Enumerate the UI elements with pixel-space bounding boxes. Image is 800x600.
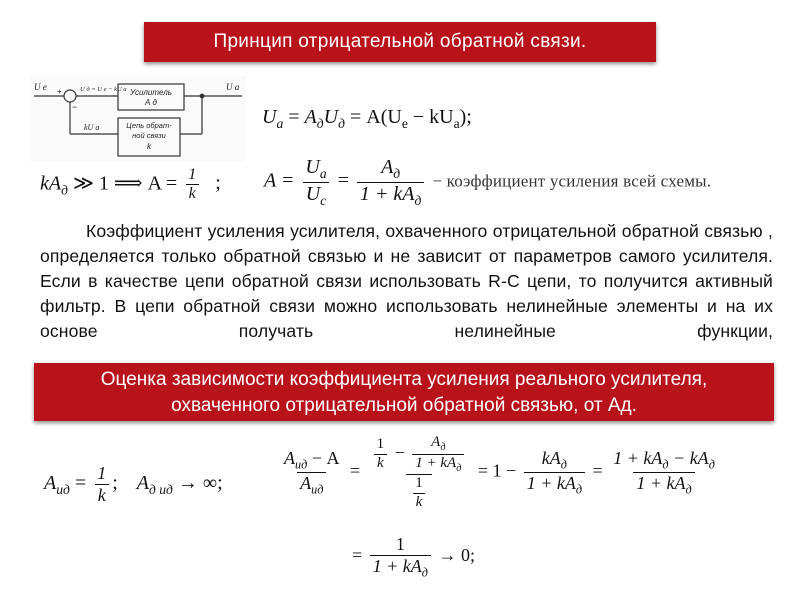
formula-note: − коэффициент усиления всей схемы. (432, 171, 712, 191)
formula-ua: $U_a = A_дU_д = A(U_e - kU_a)$; (262, 106, 472, 131)
amp-label-2: А д (145, 98, 157, 107)
output-label: U a (226, 82, 240, 92)
fb-signal-label: kU a (84, 123, 100, 132)
formula-ideal-gain: $A_{ид}$ = $\frac{1}{k}$ ; $A_{д ид}$ → ∞; (44, 463, 223, 505)
fb-label-1: Цепь обрат- (126, 121, 172, 130)
feedback-block-diagram (30, 76, 246, 162)
formula-relative-error: $\frac{A_{ид} - A}{A_{ид}}$ = $\frac{1}{k}$ − $\frac{A_д}{1 + kA_д}$ $\frac{1}{k}$ = 1 − $\frac{kA_д}{1 + kA_д}$ = $\frac{1 + kA_д - kA_д}{1 + kA_д}$ (284, 434, 715, 510)
sum-plus: + (57, 87, 62, 96)
subtitle-line-1: Оценка зависимости коэффициента усиления реального усилителя, (100, 369, 708, 390)
fb-label-3: k (147, 142, 151, 151)
subtitle-line-2: охваченного отрицательной обратной связью, от Ад. (171, 395, 637, 416)
explanation-paragraph (40, 219, 773, 359)
sum-minus: − (72, 102, 78, 112)
input-label: U e (34, 82, 47, 92)
formula-total-gain: A = $\frac{U_a}{U_c}$ = $\frac{A_д}{1 + kA_д}$ − коэффициент усиления всей схемы. (264, 156, 712, 208)
formula-limit: = $\frac{1}{1 + kA_д}$ → 0; (352, 534, 476, 580)
page-title: Принцип отрицательной обратной связи. (213, 31, 587, 52)
fb-label-2: ной связи (132, 131, 166, 140)
title-banner (144, 22, 656, 62)
diff-label: U д = U e − kU a (80, 86, 127, 93)
subtitle-banner (34, 363, 774, 421)
formula-approx-gain: $kA_д$ ≫ 1 ⟹ A = $\frac{1}{k}$ ; (40, 166, 221, 203)
paragraph-text: Коэффициент усиления усилителя, охваченного отрицательной обратной связью , определяется только обратной связью и не зависит от параметров самого усилителя. Если в качестве цепи обратной связи использовать R-C цепи, то получится активный фильтр. В цепи обратной связи можно использовать нелинейные элементы и на их основе получать нелинейные функции, (40, 221, 773, 341)
amp-label-1: Усилитель (130, 88, 172, 97)
